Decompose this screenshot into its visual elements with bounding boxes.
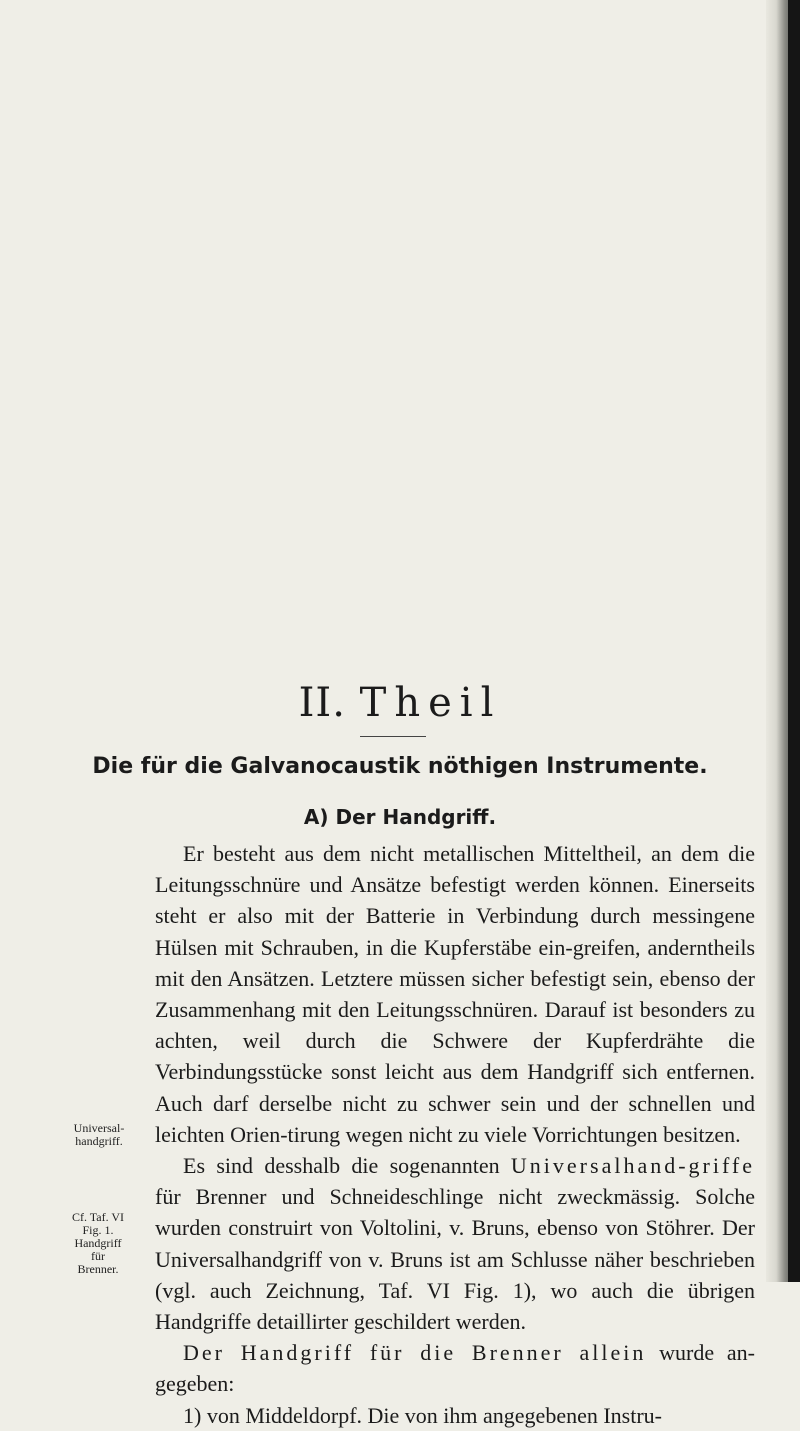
chapter-title bbox=[0, 680, 800, 726]
paragraph-2-after: für Brenner und Schneideschlinge nicht zweckmässig. Solche wurden construirt von Voltolini, v. Bruns, ebenso von Stöhrer. Der Universalhandgriff von v. Bruns ist am Schlusse näher beschrieben (vgl. auch Zeichnung, Taf. VI Fig. 1), wo auch die übrigen Handgriffe detaillirter geschildert werden. bbox=[155, 1184, 755, 1335]
chapter-title-word: Theil bbox=[359, 680, 502, 726]
margin-note-line: für bbox=[91, 1249, 105, 1263]
paragraph-1: Er besteht aus dem nicht metallischen Mitteltheil, an dem die Leitungsschnüre und Ansätze befestigt werden können. Einerseits steht er also mit der Batterie in Verbindung durch messingene Hülsen mit Schrauben, in die Kupferstäbe ein-greifen, anderntheils mit den Ansätzen. Letztere müssen sicher befestigt sein, ebenso der Zusammenhang mit den Leitungsschnüren. Darauf ist besonders zu achten, weil durch die Schwere der Kupferdrähte die Verbindungsstücke sonst leicht aus dem Handgriff sich entfernen. Auch darf derselbe nicht zu schwer sein und der schnellen und leichten Orien-tirung wegen nicht zu viele Vorrichtungen besitzen. bbox=[155, 841, 755, 1147]
margin-note-line: Fig. 1. bbox=[82, 1223, 114, 1237]
body-text bbox=[155, 838, 755, 1431]
paragraph-3 bbox=[155, 1337, 755, 1399]
paragraph-2 bbox=[155, 1150, 755, 1337]
paragraph-2-spaced: Universalhand-griffe bbox=[510, 1153, 755, 1179]
paragraph-4: 1) von Middeldorpf. Die von ihm angegebenen Instru- bbox=[183, 1402, 662, 1428]
title-divider bbox=[360, 736, 426, 737]
margin-note-line: handgriff. bbox=[75, 1134, 123, 1148]
margin-note-line: Brenner. bbox=[77, 1262, 119, 1276]
paragraph-3-spaced: Der Handgriff für die Brenner allein bbox=[183, 1340, 647, 1366]
paragraph-3-after: wurde an-gegeben: bbox=[155, 1340, 756, 1397]
margin-note-line: Handgriff bbox=[74, 1236, 122, 1250]
section-title: Die für die Galvanocaustik nöthigen Instrumente. bbox=[92, 754, 708, 779]
margin-note-universal bbox=[54, 1122, 144, 1148]
paragraph-2-before: Es sind desshalb die sogenannten bbox=[183, 1153, 500, 1179]
chapter-numeral: II. bbox=[298, 680, 346, 726]
margin-note-handgriff bbox=[50, 1211, 146, 1276]
margin-note-line: Universal- bbox=[73, 1121, 125, 1135]
subsection-title: A) Der Handgriff. bbox=[303, 805, 497, 829]
book-spine-edge bbox=[788, 0, 800, 1282]
margin-note-line: Cf. Taf. VI bbox=[71, 1210, 125, 1224]
